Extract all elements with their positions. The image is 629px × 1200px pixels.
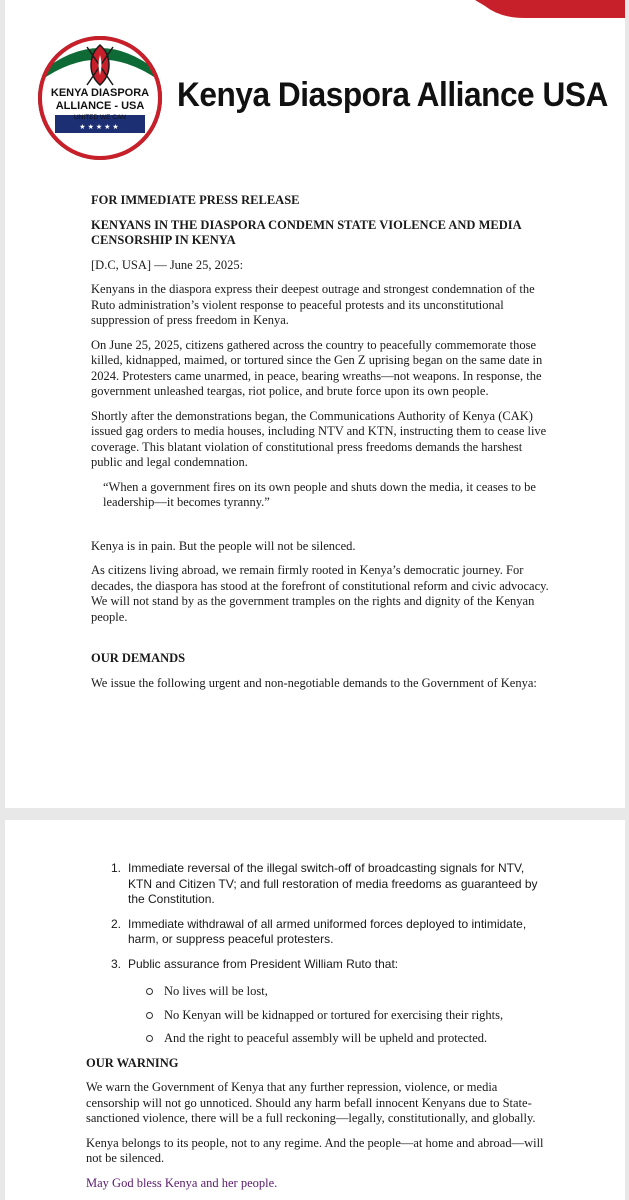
- document-page-1: [5, 0, 625, 808]
- header-accent-bar: [5, 0, 625, 18]
- logo-line-2: ALLIANCE - USA: [55, 100, 145, 112]
- paragraph-2: On June 25, 2025, citizens gathered across the country to peacefully commemorate those killed, kidnapped, maimed, or tortured since the Gen Z uprising began on the same date in 2024. Protesters came unarmed, in peace, bearing wreaths—not weapons. In response, the government unleashed teargas, riot police, and brute force upon its own people.: [91, 337, 543, 398]
- logo-motto: UNITED WE CAN: [74, 114, 126, 121]
- list-item: [111, 861, 546, 908]
- demands-and-warning: [86, 861, 546, 1200]
- release-dateline: [D.C, USA] — June 25, 2025:: [91, 257, 244, 272]
- paragraph-5: As citizens living abroad, we remain firmly rooted in Kenya’s democratic journey. For decades, the diaspora has stood at the forefront of constitutional reform and civic advocacy. We will not stand by as the government tramples on the rights and dignity of the Kenyan people.: [91, 563, 549, 624]
- demand-text: Immediate reversal of the illegal switch-off of broadcasting signals for NTV, KTN and Citizen TV; and full restoration of media freedoms as guaranteed by the Constitution.: [128, 861, 538, 906]
- press-release-body: [91, 193, 551, 700]
- logo-line-1: KENYA DIASPORA: [50, 87, 150, 99]
- demand-number: 1.: [111, 861, 122, 875]
- release-label: FOR IMMEDIATE PRESS RELEASE: [91, 193, 300, 207]
- circle-bullet-icon: [146, 1012, 153, 1019]
- circle-bullet-icon: [146, 1035, 153, 1042]
- demand-number: 3.: [111, 956, 122, 971]
- paragraph-4: Kenya is in pain. But the people will not be silenced.: [91, 538, 356, 553]
- demand-text: Immediate withdrawal of all armed uniformed forces deployed to intimidate, harm, or suppress peaceful protesters.: [128, 916, 527, 946]
- list-item: [146, 1008, 546, 1024]
- assurance-text: No lives will be lost,: [164, 984, 268, 998]
- list-item: [111, 916, 546, 948]
- blessing-line: May God bless Kenya and her people.: [86, 1175, 278, 1190]
- demands-heading: OUR DEMANDS: [91, 651, 186, 665]
- demand-text: Public assurance from President William Ruto that:: [128, 956, 399, 971]
- paragraph-1: Kenyans in the diaspora express their deepest outrage and strongest condemnation of the Ruto administration’s violent response to peaceful protests and its unconstitutional suppression of press freedom in Kenya.: [91, 282, 535, 327]
- paragraph-3: Shortly after the demonstrations began, the Communications Authority of Kenya (CAK) issued gag orders to media houses, including NTV and KTN, instructing them to cease live coverage. This blatant violation of constitutional press freedoms demands the harshest public and legal condemnation.: [91, 408, 547, 469]
- warning-paragraph-1: We warn the Government of Kenya that any further repression, violence, or media censorship will not go unnoticed. Should any harm befall innocent Kenyans due to State-sanctioned violence, there will be a full reckoning—legally, constitutionally, and globally.: [86, 1080, 536, 1125]
- assurances-list: [128, 984, 546, 1047]
- warning-heading: OUR WARNING: [86, 1055, 179, 1070]
- pull-quote: “When a government fires on its own people and shuts down the media, it ceases to be leadership—it becomes tyranny.”: [103, 479, 536, 509]
- list-item: [146, 1031, 546, 1047]
- circle-bullet-icon: [146, 988, 153, 995]
- organization-name: Kenya Diaspora Alliance USA: [177, 76, 608, 114]
- release-headline: KENYANS IN THE DIASPORA CONDEMN STATE VIOLENCE AND MEDIA CENSORSHIP IN KENYA: [91, 217, 521, 247]
- assurance-text: No Kenyan will be kidnapped or tortured for exercising their rights,: [164, 1007, 504, 1022]
- organization-logo: [35, 33, 165, 163]
- list-item: [111, 956, 546, 1047]
- list-item: [146, 984, 546, 1000]
- logo-stars: ★★★★★: [79, 123, 121, 131]
- assurance-text: And the right to peaceful assembly will be upheld and protected.: [164, 1031, 488, 1045]
- demands-list: [86, 861, 546, 1047]
- demand-number: 2.: [111, 916, 122, 931]
- warning-paragraph-2: Kenya belongs to its people, not to any regime. And the people—at home and abroad—will not be silenced.: [86, 1135, 544, 1165]
- demands-intro: We issue the following urgent and non-negotiable demands to the Government of Kenya:: [91, 675, 537, 690]
